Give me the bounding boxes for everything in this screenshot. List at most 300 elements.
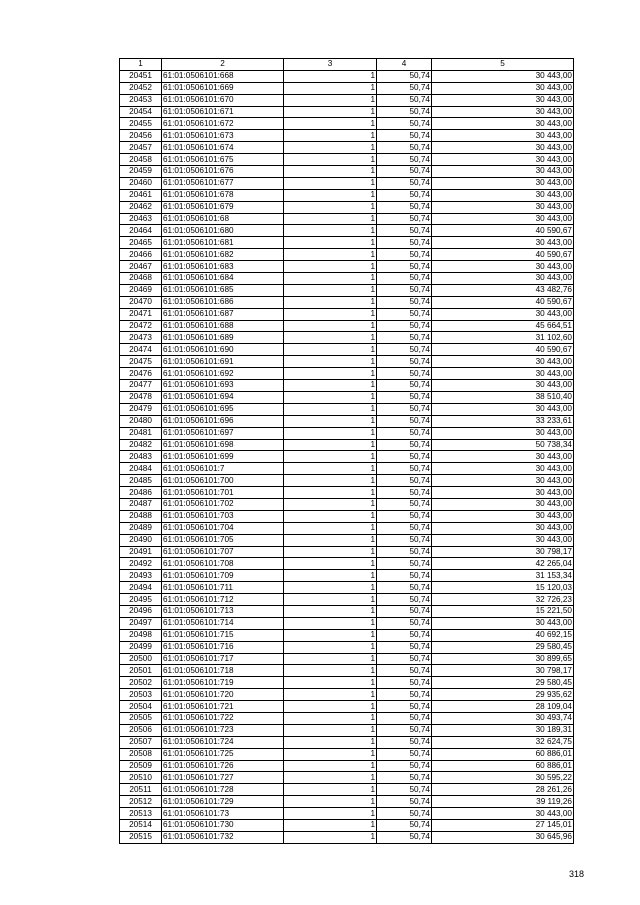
row-number-cell: 20462	[120, 201, 162, 213]
row-number-cell: 20494	[120, 582, 162, 594]
table-row	[120, 439, 574, 451]
row-number-cell: 20498	[120, 629, 162, 641]
value-cell: 30 798,17	[432, 665, 574, 677]
row-number-cell: 20490	[120, 534, 162, 546]
row-number-cell: 20510	[120, 772, 162, 784]
cadastral-number-cell: 61:01:0506101:697	[162, 427, 284, 439]
row-number-cell: 20476	[120, 368, 162, 380]
cadastral-number-cell: 61:01:0506101:681	[162, 237, 284, 249]
quantity-cell: 1	[284, 391, 377, 403]
area-cell: 50,74	[377, 677, 432, 689]
quantity-cell: 1	[284, 368, 377, 380]
quantity-cell: 1	[284, 689, 377, 701]
cadastral-number-cell: 61:01:0506101:728	[162, 784, 284, 796]
cadastral-number-cell: 61:01:0506101:689	[162, 332, 284, 344]
area-cell: 50,74	[377, 498, 432, 510]
quantity-cell: 1	[284, 808, 377, 820]
table-row	[120, 594, 574, 606]
value-cell: 60 886,01	[432, 760, 574, 772]
table-row	[120, 237, 574, 249]
row-number-cell: 20509	[120, 760, 162, 772]
area-cell: 50,74	[377, 344, 432, 356]
row-number-cell: 20458	[120, 154, 162, 166]
quantity-cell: 1	[284, 653, 377, 665]
value-cell: 30 443,00	[432, 106, 574, 118]
cadastral-number-cell: 61:01:0506101:675	[162, 154, 284, 166]
table-row	[120, 225, 574, 237]
value-cell: 30 443,00	[432, 380, 574, 392]
area-cell: 50,74	[377, 510, 432, 522]
table-row	[120, 677, 574, 689]
quantity-cell: 1	[284, 70, 377, 82]
quantity-cell: 1	[284, 665, 377, 677]
quantity-cell: 1	[284, 629, 377, 641]
cadastral-number-cell: 61:01:0506101:668	[162, 70, 284, 82]
area-cell: 50,74	[377, 320, 432, 332]
row-number-cell: 20485	[120, 475, 162, 487]
cadastral-number-cell: 61:01:0506101:713	[162, 605, 284, 617]
quantity-cell: 1	[284, 748, 377, 760]
area-cell: 50,74	[377, 237, 432, 249]
value-cell: 30 645,96	[432, 831, 574, 843]
table-row	[120, 570, 574, 582]
area-cell: 50,74	[377, 546, 432, 558]
cadastral-number-cell: 61:01:0506101:726	[162, 760, 284, 772]
header-col-4: 4	[377, 59, 432, 71]
table-row	[120, 142, 574, 154]
area-cell: 50,74	[377, 475, 432, 487]
row-number-cell: 20464	[120, 225, 162, 237]
table-row	[120, 380, 574, 392]
cadastral-number-cell: 61:01:0506101:715	[162, 629, 284, 641]
area-cell: 50,74	[377, 403, 432, 415]
row-number-cell: 20452	[120, 82, 162, 94]
table-row	[120, 760, 574, 772]
table-row	[120, 368, 574, 380]
area-cell: 50,74	[377, 605, 432, 617]
data-table	[119, 58, 574, 844]
value-cell: 40 590,67	[432, 249, 574, 261]
value-cell: 33 233,61	[432, 415, 574, 427]
cadastral-number-cell: 61:01:0506101:674	[162, 142, 284, 154]
area-cell: 50,74	[377, 332, 432, 344]
value-cell: 30 443,00	[432, 617, 574, 629]
table-row	[120, 344, 574, 356]
value-cell: 30 443,00	[432, 463, 574, 475]
row-number-cell: 20495	[120, 594, 162, 606]
area-cell: 50,74	[377, 296, 432, 308]
quantity-cell: 1	[284, 130, 377, 142]
row-number-cell: 20515	[120, 831, 162, 843]
table-row	[120, 772, 574, 784]
cadastral-number-cell: 61:01:0506101:73	[162, 808, 284, 820]
area-cell: 50,74	[377, 106, 432, 118]
cadastral-number-cell: 61:01:0506101:678	[162, 189, 284, 201]
value-cell: 30 443,00	[432, 213, 574, 225]
value-cell: 30 443,00	[432, 201, 574, 213]
quantity-cell: 1	[284, 344, 377, 356]
quantity-cell: 1	[284, 261, 377, 273]
value-cell: 39 119,26	[432, 796, 574, 808]
quantity-cell: 1	[284, 273, 377, 285]
area-cell: 50,74	[377, 808, 432, 820]
quantity-cell: 1	[284, 296, 377, 308]
table-row	[120, 451, 574, 463]
value-cell: 40 590,67	[432, 225, 574, 237]
row-number-cell: 20474	[120, 344, 162, 356]
table-row	[120, 261, 574, 273]
area-cell: 50,74	[377, 356, 432, 368]
table-header	[120, 59, 574, 71]
row-number-cell: 20504	[120, 701, 162, 713]
row-number-cell: 20475	[120, 356, 162, 368]
value-cell: 30 443,00	[432, 451, 574, 463]
quantity-cell: 1	[284, 237, 377, 249]
header-col-2: 2	[162, 59, 284, 71]
value-cell: 30 443,00	[432, 130, 574, 142]
cadastral-number-cell: 61:01:0506101:670	[162, 94, 284, 106]
table-row	[120, 189, 574, 201]
quantity-cell: 1	[284, 225, 377, 237]
value-cell: 30 443,00	[432, 118, 574, 130]
value-cell: 30 443,00	[432, 308, 574, 320]
area-cell: 50,74	[377, 665, 432, 677]
area-cell: 50,74	[377, 641, 432, 653]
quantity-cell: 1	[284, 154, 377, 166]
row-number-cell: 20472	[120, 320, 162, 332]
cadastral-number-cell: 61:01:0506101:698	[162, 439, 284, 451]
row-number-cell: 20451	[120, 70, 162, 82]
value-cell: 60 886,01	[432, 748, 574, 760]
area-cell: 50,74	[377, 487, 432, 499]
table-row	[120, 796, 574, 808]
table-row	[120, 415, 574, 427]
value-cell: 30 443,00	[432, 94, 574, 106]
value-cell: 30 189,31	[432, 724, 574, 736]
table-row	[120, 522, 574, 534]
cadastral-number-cell: 61:01:0506101:702	[162, 498, 284, 510]
table-row	[120, 736, 574, 748]
table-row	[120, 701, 574, 713]
table-row	[120, 391, 574, 403]
quantity-cell: 1	[284, 582, 377, 594]
table-row	[120, 831, 574, 843]
table-row	[120, 320, 574, 332]
row-number-cell: 20496	[120, 605, 162, 617]
cadastral-number-cell: 61:01:0506101:691	[162, 356, 284, 368]
area-cell: 50,74	[377, 570, 432, 582]
area-cell: 50,74	[377, 261, 432, 273]
cadastral-number-cell: 61:01:0506101:714	[162, 617, 284, 629]
table-row	[120, 629, 574, 641]
value-cell: 28 261,26	[432, 784, 574, 796]
table-row	[120, 249, 574, 261]
row-number-cell: 20483	[120, 451, 162, 463]
area-cell: 50,74	[377, 451, 432, 463]
row-number-cell: 20482	[120, 439, 162, 451]
quantity-cell: 1	[284, 641, 377, 653]
table-row	[120, 487, 574, 499]
cadastral-number-cell: 61:01:0506101:685	[162, 284, 284, 296]
table-row	[120, 617, 574, 629]
area-cell: 50,74	[377, 558, 432, 570]
cadastral-number-cell: 61:01:0506101:677	[162, 177, 284, 189]
cadastral-number-cell: 61:01:0506101:694	[162, 391, 284, 403]
cadastral-number-cell: 61:01:0506101:688	[162, 320, 284, 332]
quantity-cell: 1	[284, 617, 377, 629]
cadastral-number-cell: 61:01:0506101:725	[162, 748, 284, 760]
area-cell: 50,74	[377, 94, 432, 106]
quantity-cell: 1	[284, 820, 377, 832]
cadastral-number-cell: 61:01:0506101:730	[162, 820, 284, 832]
value-cell: 30 443,00	[432, 356, 574, 368]
table-row	[120, 820, 574, 832]
cadastral-number-cell: 61:01:0506101:684	[162, 273, 284, 285]
row-number-cell: 20508	[120, 748, 162, 760]
quantity-cell: 1	[284, 284, 377, 296]
table-body	[120, 70, 574, 843]
row-number-cell: 20455	[120, 118, 162, 130]
table-row	[120, 784, 574, 796]
table-row	[120, 510, 574, 522]
value-cell: 30 595,22	[432, 772, 574, 784]
cadastral-number-cell: 61:01:0506101:699	[162, 451, 284, 463]
table-row	[120, 748, 574, 760]
cadastral-number-cell: 61:01:0506101:669	[162, 82, 284, 94]
cadastral-number-cell: 61:01:0506101:701	[162, 487, 284, 499]
cadastral-number-cell: 61:01:0506101:673	[162, 130, 284, 142]
row-number-cell: 20505	[120, 712, 162, 724]
quantity-cell: 1	[284, 320, 377, 332]
row-number-cell: 20478	[120, 391, 162, 403]
cadastral-number-cell: 61:01:0506101:695	[162, 403, 284, 415]
value-cell: 15 221,50	[432, 605, 574, 617]
row-number-cell: 20512	[120, 796, 162, 808]
quantity-cell: 1	[284, 712, 377, 724]
area-cell: 50,74	[377, 415, 432, 427]
quantity-cell: 1	[284, 475, 377, 487]
row-number-cell: 20463	[120, 213, 162, 225]
row-number-cell: 20501	[120, 665, 162, 677]
area-cell: 50,74	[377, 712, 432, 724]
quantity-cell: 1	[284, 201, 377, 213]
value-cell: 30 443,00	[432, 808, 574, 820]
area-cell: 50,74	[377, 796, 432, 808]
row-number-cell: 20514	[120, 820, 162, 832]
area-cell: 50,74	[377, 427, 432, 439]
row-number-cell: 20468	[120, 273, 162, 285]
quantity-cell: 1	[284, 356, 377, 368]
quantity-cell: 1	[284, 82, 377, 94]
table-row	[120, 273, 574, 285]
area-cell: 50,74	[377, 142, 432, 154]
area-cell: 50,74	[377, 748, 432, 760]
row-number-cell: 20513	[120, 808, 162, 820]
row-number-cell: 20511	[120, 784, 162, 796]
value-cell: 30 443,00	[432, 261, 574, 273]
table-row	[120, 653, 574, 665]
table-row	[120, 356, 574, 368]
value-cell: 30 443,00	[432, 487, 574, 499]
area-cell: 50,74	[377, 820, 432, 832]
value-cell: 30 443,00	[432, 142, 574, 154]
table-row	[120, 403, 574, 415]
area-cell: 50,74	[377, 380, 432, 392]
row-number-cell: 20461	[120, 189, 162, 201]
table-row	[120, 475, 574, 487]
value-cell: 32 726,23	[432, 594, 574, 606]
area-cell: 50,74	[377, 439, 432, 451]
table-row	[120, 154, 574, 166]
area-cell: 50,74	[377, 629, 432, 641]
value-cell: 30 443,00	[432, 427, 574, 439]
row-number-cell: 20489	[120, 522, 162, 534]
area-cell: 50,74	[377, 522, 432, 534]
row-number-cell: 20499	[120, 641, 162, 653]
header-col-1: 1	[120, 59, 162, 71]
quantity-cell: 1	[284, 534, 377, 546]
header-col-3: 3	[284, 59, 377, 71]
value-cell: 31 153,34	[432, 570, 574, 582]
area-cell: 50,74	[377, 772, 432, 784]
cadastral-number-cell: 61:01:0506101:68	[162, 213, 284, 225]
area-cell: 50,74	[377, 225, 432, 237]
table-row	[120, 558, 574, 570]
value-cell: 42 265,04	[432, 558, 574, 570]
cadastral-number-cell: 61:01:0506101:679	[162, 201, 284, 213]
value-cell: 40 590,67	[432, 344, 574, 356]
value-cell: 30 443,00	[432, 70, 574, 82]
quantity-cell: 1	[284, 487, 377, 499]
quantity-cell: 1	[284, 570, 377, 582]
table-row	[120, 463, 574, 475]
quantity-cell: 1	[284, 415, 377, 427]
row-number-cell: 20487	[120, 498, 162, 510]
quantity-cell: 1	[284, 605, 377, 617]
area-cell: 50,74	[377, 391, 432, 403]
area-cell: 50,74	[377, 154, 432, 166]
row-number-cell: 20506	[120, 724, 162, 736]
table-row	[120, 546, 574, 558]
cadastral-number-cell: 61:01:0506101:703	[162, 510, 284, 522]
table-row	[120, 284, 574, 296]
quantity-cell: 1	[284, 760, 377, 772]
area-cell: 50,74	[377, 166, 432, 178]
value-cell: 40 692,15	[432, 629, 574, 641]
row-number-cell: 20469	[120, 284, 162, 296]
quantity-cell: 1	[284, 118, 377, 130]
value-cell: 28 109,04	[432, 701, 574, 713]
quantity-cell: 1	[284, 594, 377, 606]
cadastral-number-cell: 61:01:0506101:671	[162, 106, 284, 118]
row-number-cell: 20500	[120, 653, 162, 665]
area-cell: 50,74	[377, 249, 432, 261]
value-cell: 29 935,62	[432, 689, 574, 701]
row-number-cell: 20466	[120, 249, 162, 261]
cadastral-number-cell: 61:01:0506101:717	[162, 653, 284, 665]
area-cell: 50,74	[377, 617, 432, 629]
value-cell: 31 102,60	[432, 332, 574, 344]
area-cell: 50,74	[377, 284, 432, 296]
table-row	[120, 106, 574, 118]
value-cell: 30 443,00	[432, 368, 574, 380]
area-cell: 50,74	[377, 118, 432, 130]
value-cell: 30 443,00	[432, 522, 574, 534]
value-cell: 30 443,00	[432, 166, 574, 178]
cadastral-number-cell: 61:01:0506101:686	[162, 296, 284, 308]
row-number-cell: 20471	[120, 308, 162, 320]
row-number-cell: 20497	[120, 617, 162, 629]
value-cell: 38 510,40	[432, 391, 574, 403]
cadastral-number-cell: 61:01:0506101:732	[162, 831, 284, 843]
area-cell: 50,74	[377, 70, 432, 82]
value-cell: 30 443,00	[432, 403, 574, 415]
cadastral-number-cell: 61:01:0506101:720	[162, 689, 284, 701]
table-row	[120, 605, 574, 617]
value-cell: 40 590,67	[432, 296, 574, 308]
cadastral-number-cell: 61:01:0506101:696	[162, 415, 284, 427]
area-cell: 50,74	[377, 308, 432, 320]
area-cell: 50,74	[377, 368, 432, 380]
area-cell: 50,74	[377, 689, 432, 701]
table-row	[120, 808, 574, 820]
cadastral-number-cell: 61:01:0506101:719	[162, 677, 284, 689]
table-row	[120, 130, 574, 142]
cadastral-number-cell: 61:01:0506101:721	[162, 701, 284, 713]
row-number-cell: 20477	[120, 380, 162, 392]
quantity-cell: 1	[284, 796, 377, 808]
quantity-cell: 1	[284, 701, 377, 713]
cadastral-number-cell: 61:01:0506101:718	[162, 665, 284, 677]
row-number-cell: 20453	[120, 94, 162, 106]
cadastral-number-cell: 61:01:0506101:672	[162, 118, 284, 130]
cadastral-number-cell: 61:01:0506101:712	[162, 594, 284, 606]
cadastral-number-cell: 61:01:0506101:692	[162, 368, 284, 380]
quantity-cell: 1	[284, 94, 377, 106]
value-cell: 30 443,00	[432, 82, 574, 94]
cadastral-number-cell: 61:01:0506101:729	[162, 796, 284, 808]
area-cell: 50,74	[377, 701, 432, 713]
row-number-cell: 20460	[120, 177, 162, 189]
area-cell: 50,74	[377, 760, 432, 772]
quantity-cell: 1	[284, 736, 377, 748]
area-cell: 50,74	[377, 201, 432, 213]
table-row	[120, 201, 574, 213]
header-col-5: 5	[432, 59, 574, 71]
value-cell: 30 443,00	[432, 273, 574, 285]
quantity-cell: 1	[284, 772, 377, 784]
area-cell: 50,74	[377, 177, 432, 189]
cadastral-number-cell: 61:01:0506101:727	[162, 772, 284, 784]
quantity-cell: 1	[284, 308, 377, 320]
quantity-cell: 1	[284, 498, 377, 510]
cadastral-number-cell: 61:01:0506101:723	[162, 724, 284, 736]
table-row	[120, 118, 574, 130]
quantity-cell: 1	[284, 380, 377, 392]
cadastral-number-cell: 61:01:0506101:700	[162, 475, 284, 487]
row-number-cell: 20488	[120, 510, 162, 522]
row-number-cell: 20456	[120, 130, 162, 142]
cadastral-number-cell: 61:01:0506101:724	[162, 736, 284, 748]
cadastral-number-cell: 61:01:0506101:705	[162, 534, 284, 546]
value-cell: 30 443,00	[432, 475, 574, 487]
quantity-cell: 1	[284, 439, 377, 451]
quantity-cell: 1	[284, 249, 377, 261]
area-cell: 50,74	[377, 130, 432, 142]
quantity-cell: 1	[284, 177, 377, 189]
row-number-cell: 20507	[120, 736, 162, 748]
quantity-cell: 1	[284, 427, 377, 439]
